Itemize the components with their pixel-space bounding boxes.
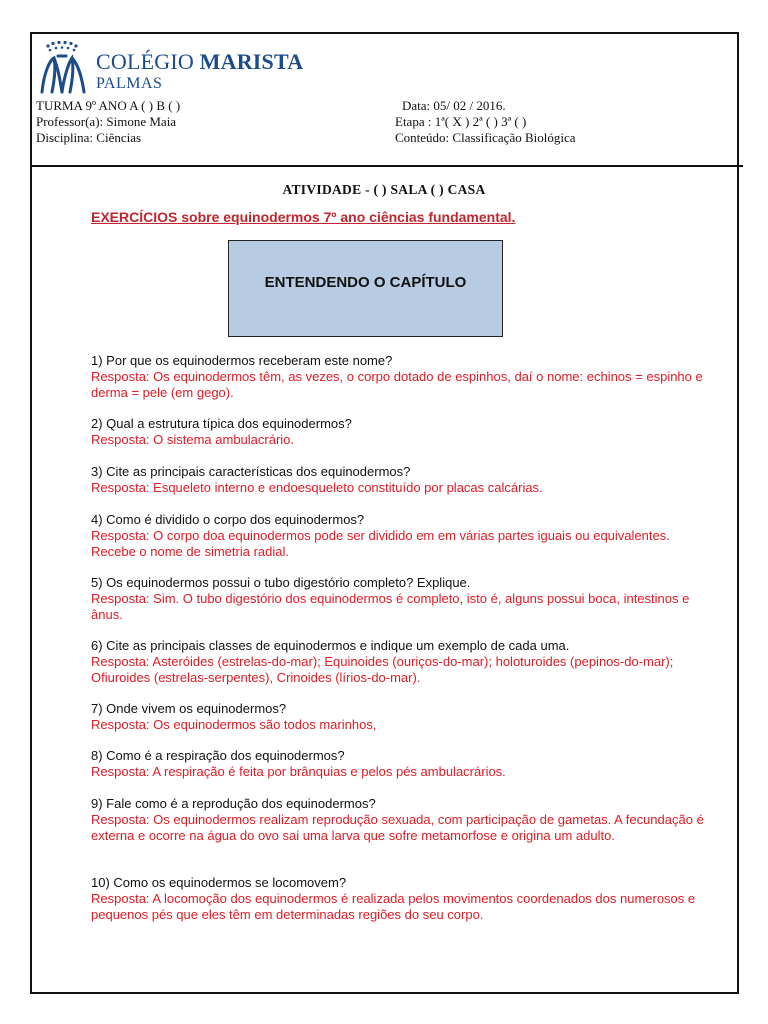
school-name-prefix: COLÉGIO	[96, 49, 194, 74]
question-text: 2) Qual a estrutura típica dos equinodermos?	[91, 416, 352, 431]
school-name	[96, 49, 303, 75]
answer-text: Resposta: Os equinodermos realizam reprodução sexuada, com participação de gametas. A fecundação é externa e ocorre na água do ovo sai uma larva que sofre metamorfose e origina um adulto.	[91, 811, 704, 843]
answer-text: Resposta: O sistema ambulacrário.	[91, 431, 295, 447]
answer-text: Resposta: Esqueleto interno e endoesqueleto constituído por placas calcárias.	[91, 479, 543, 495]
question-block	[91, 748, 711, 780]
question-text: 9) Fale como é a reprodução dos equinodermos?	[91, 796, 376, 811]
question-block	[91, 416, 711, 448]
question-block	[91, 701, 711, 733]
answer-text: Resposta: Sim. O tubo digestório dos equinodermos é completo, isto é, alguns possui boca, intestinos e ânus.	[91, 590, 690, 622]
chapter-box	[228, 240, 503, 337]
school-city: PALMAS	[96, 75, 163, 92]
question-text: 8) Como é a respiração dos equinodermos?	[91, 748, 345, 763]
question-block	[91, 875, 711, 922]
answer-text: Resposta: Os equinodermos têm, as vezes, o corpo dotado de espinhos, daí o nome: echinos = espinho e derma = pele (em gego).	[91, 368, 703, 400]
etapa-field: Etapa : 1ª( X ) 2ª ( ) 3ª ( )	[395, 114, 527, 129]
question-block	[91, 796, 711, 843]
header-divider	[30, 165, 743, 167]
question-text: 4) Como é dividido o corpo dos equinodermos?	[91, 512, 365, 527]
answer-text: Resposta: Os equinodermos são todos marinhos,	[91, 716, 377, 732]
question-text: 1) Por que os equinodermos receberam este nome?	[91, 353, 393, 368]
question-block	[91, 464, 711, 496]
answer-text: Resposta: O corpo doa equinodermos pode ser dividido em em várias partes iguais ou equivalentes. Recebe o nome de simetria radial.	[91, 527, 670, 559]
question-text: 10) Como os equinodermos se locomovem?	[91, 875, 347, 890]
question-block	[91, 512, 711, 559]
date-field: Data: 05/ 02 / 2016.	[402, 98, 506, 113]
question-text: 7) Onde vivem os equinodermos?	[91, 701, 287, 716]
answer-text: Resposta: Asteróides (estrelas-do-mar); Equinoides (ouriços-do-mar); holoturoides (pepinos-do-mar); Ofiuroides (estrelas-serpentes), Crinoides (lírios-do-mar).	[91, 653, 674, 685]
disciplina-field: Disciplina: Ciências	[36, 130, 142, 145]
question-text: 6) Cite as principais classes de equinodermos e indique um exemplo de cada uma.	[91, 638, 570, 653]
turma-field: TURMA 9º ANO A ( ) B ( )	[36, 98, 181, 113]
answer-text: Resposta: A locomoção dos equinodermos é realizada pelos movimentos coordenados dos numerosos e pequenos pés que eles têm em determinadas regiões do seu corpo.	[91, 890, 696, 922]
activity-line: ATIVIDADE - ( ) SALA ( ) CASA	[282, 182, 486, 197]
question-block	[91, 353, 711, 400]
question-text: 5) Os equinodermos possui o tubo digestório completo? Explique.	[91, 575, 471, 590]
question-block	[91, 638, 711, 685]
question-text: 3) Cite as principais características dos equinodermos?	[91, 464, 411, 479]
school-name-main: MARISTA	[199, 49, 304, 74]
conteudo-field: Conteúdo: Classificação Biológica	[395, 130, 576, 145]
answer-text: Resposta: A respiração é feita por brânquias e pelos pés ambulacrários.	[91, 763, 506, 779]
question-block	[91, 575, 711, 622]
professor-field: Professor(a): Simone Maia	[36, 114, 177, 129]
chapter-title: ENTENDENDO O CAPÍTULO	[264, 274, 467, 291]
exercise-subtitle: EXERCÍCIOS sobre equinodermos 7º ano ciências fundamental.	[91, 209, 516, 225]
